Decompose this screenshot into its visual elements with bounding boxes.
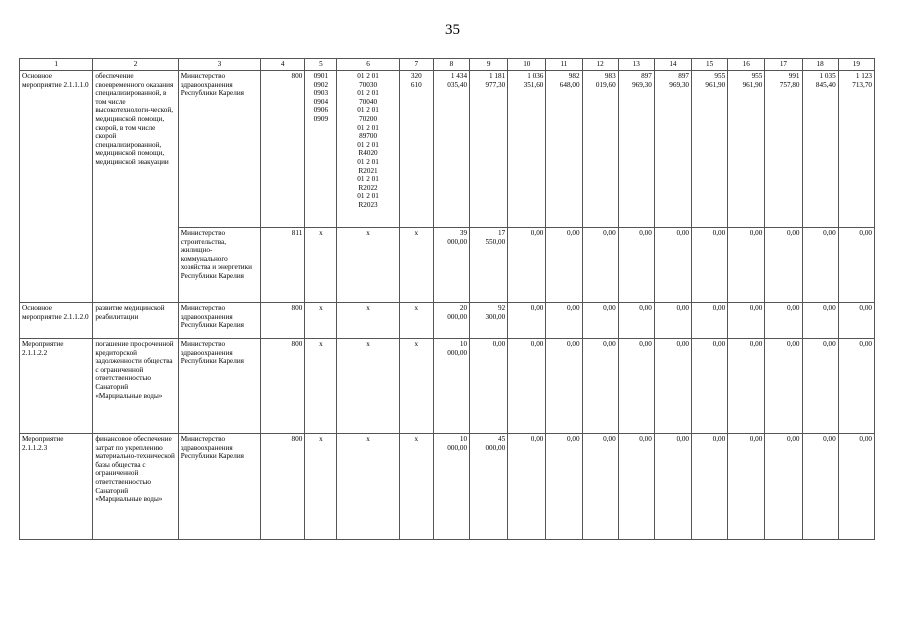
amount-cell: 39 000,00 (433, 228, 469, 303)
amount-cell: 0,00 (838, 228, 874, 303)
amount-cell: 0,00 (618, 434, 654, 540)
amount-cell: 0,00 (802, 434, 838, 540)
grbs-code: 800 (261, 339, 305, 434)
amount-cell: 0,00 (765, 303, 802, 339)
section-code: x (305, 228, 337, 303)
section-code: 0901 0902 0903 0904 0906 0909 (305, 71, 337, 228)
section-code: x (305, 339, 337, 434)
expense-type-code: x (399, 339, 433, 434)
column-header: 1 (20, 59, 93, 71)
target-article-code: 01 2 01 70030 01 2 01 70040 01 2 01 70200 01 2 01 89700 01 2 01 R4020 01 2 01 R2021 01 2 01 R2022 01 2 01 R2023 (337, 71, 399, 228)
amount-cell: 0,00 (802, 339, 838, 434)
amount-cell: 0,00 (546, 434, 582, 540)
header-row (20, 59, 875, 71)
amount-cell: 0,00 (728, 339, 765, 434)
amount-cell: 982 648,00 (546, 71, 582, 228)
amount-cell: 0,00 (546, 303, 582, 339)
amount-cell: 0,00 (582, 303, 618, 339)
amount-cell: 955 961,90 (692, 71, 728, 228)
column-header: 19 (838, 59, 874, 71)
grbs-code: 800 (261, 71, 305, 228)
amount-cell: 0,00 (654, 303, 691, 339)
amount-cell: 0,00 (618, 303, 654, 339)
amount-cell: 0,00 (582, 228, 618, 303)
column-header: 5 (305, 59, 337, 71)
amount-cell: 1 036 351,60 (508, 71, 546, 228)
amount-cell: 0,00 (654, 339, 691, 434)
grbs-code: 800 (261, 434, 305, 540)
column-header: 11 (546, 59, 582, 71)
amount-cell: 897 969,30 (618, 71, 654, 228)
amount-cell: 1 123 713,70 (838, 71, 874, 228)
amount-cell: 991 757,80 (765, 71, 802, 228)
amount-cell: 0,00 (618, 228, 654, 303)
amount-cell: 0,00 (838, 434, 874, 540)
responsible-executor: Министерство здравоохранения Республики Карелия (178, 339, 260, 434)
column-header: 14 (654, 59, 691, 71)
column-header: 4 (261, 59, 305, 71)
page-number: 35 (445, 22, 460, 38)
amount-cell: 0,00 (765, 339, 802, 434)
responsible-executor: Министерство здравоохранения Республики Карелия (178, 303, 260, 339)
amount-cell: 0,00 (692, 434, 728, 540)
amount-cell: 1 434 035,40 (433, 71, 469, 228)
expense-type-code: x (399, 434, 433, 540)
column-header: 9 (470, 59, 508, 71)
column-header: 6 (337, 59, 399, 71)
target-article-code: x (337, 303, 399, 339)
activity-description: финансовое обеспечение затрат по укреплению материально-технической базы общества с ограниченной ответственностью Санаторий «Марциальные воды» (93, 434, 178, 540)
responsible-executor: Министерство здравоохранения Республики Карелия (178, 434, 260, 540)
amount-cell: 897 969,30 (654, 71, 691, 228)
amount-cell: 0,00 (654, 434, 691, 540)
column-header: 2 (93, 59, 178, 71)
table-row (20, 339, 875, 434)
table-row (20, 303, 875, 339)
amount-cell: 92 300,00 (470, 303, 508, 339)
activity-code: Мероприятие 2.1.1.2.3 (20, 434, 93, 540)
amount-cell: 0,00 (508, 434, 546, 540)
column-header: 7 (399, 59, 433, 71)
responsible-executor: Министерство здравоохранения Республики Карелия (178, 71, 260, 228)
amount-cell: 0,00 (802, 303, 838, 339)
section-code: x (305, 303, 337, 339)
column-header: 10 (508, 59, 546, 71)
activity-description: погашение просроченной кредиторской задолженности общества с ограниченной ответственностью Санаторий «Марциальные воды» (93, 339, 178, 434)
amount-cell: 0,00 (546, 228, 582, 303)
amount-cell: 0,00 (728, 434, 765, 540)
activity-description: развитие медицинской реабилитации (93, 303, 178, 339)
column-header: 18 (802, 59, 838, 71)
expense-type-code: x (399, 303, 433, 339)
target-article-code: x (337, 228, 399, 303)
amount-cell: 0,00 (838, 303, 874, 339)
amount-cell: 0,00 (582, 339, 618, 434)
amount-cell: 1 035 845,40 (802, 71, 838, 228)
table-row (20, 434, 875, 540)
target-article-code: x (337, 434, 399, 540)
amount-cell: 0,00 (765, 434, 802, 540)
amount-cell: 0,00 (654, 228, 691, 303)
amount-cell: 0,00 (692, 228, 728, 303)
grbs-code: 800 (261, 303, 305, 339)
amount-cell: 0,00 (728, 228, 765, 303)
amount-cell: 0,00 (618, 339, 654, 434)
amount-cell: 10 000,00 (433, 434, 469, 540)
amount-cell: 0,00 (508, 339, 546, 434)
column-header: 3 (178, 59, 260, 71)
amount-cell: 17 550,00 (470, 228, 508, 303)
amount-cell: 0,00 (508, 228, 546, 303)
column-header: 8 (433, 59, 469, 71)
table-row (20, 71, 875, 228)
target-article-code: x (337, 339, 399, 434)
amount-cell: 955 961,90 (728, 71, 765, 228)
activity-code: Основное мероприятие 2.1.1.1.0 (20, 71, 93, 303)
amount-cell: 1 181 977,30 (470, 71, 508, 228)
column-header: 17 (765, 59, 802, 71)
amount-cell: 983 019,60 (582, 71, 618, 228)
column-header: 16 (728, 59, 765, 71)
activity-code: Мероприятие 2.1.1.2.2 (20, 339, 93, 434)
amount-cell: 0,00 (692, 303, 728, 339)
activity-description: обеспечение своевременного оказания специализированной, в том числе высокотехнологи-ческой, медицинской помощи, скорой, в том числе скорой специализированной, медицинской помощи, медицинской эвакуации (93, 71, 178, 303)
column-header: 15 (692, 59, 728, 71)
amount-cell: 0,00 (838, 339, 874, 434)
activity-code: Основное мероприятие 2.1.1.2.0 (20, 303, 93, 339)
amount-cell: 0,00 (508, 303, 546, 339)
grbs-code: 811 (261, 228, 305, 303)
amount-cell: 0,00 (728, 303, 765, 339)
amount-cell: 0,00 (802, 228, 838, 303)
column-header: 12 (582, 59, 618, 71)
amount-cell: 0,00 (582, 434, 618, 540)
column-header: 13 (618, 59, 654, 71)
section-code: x (305, 434, 337, 540)
budget-table (19, 58, 875, 540)
amount-cell: 10 000,00 (433, 339, 469, 434)
responsible-executor: Министерство строительства, жилищно-коммунального хозяйства и энергетики Республики Карелия (178, 228, 260, 303)
amount-cell: 20 000,00 (433, 303, 469, 339)
amount-cell: 45 000,00 (470, 434, 508, 540)
expense-type-code: x (399, 228, 433, 303)
amount-cell: 0,00 (765, 228, 802, 303)
expense-type-code: 320 610 (399, 71, 433, 228)
amount-cell: 0,00 (692, 339, 728, 434)
amount-cell: 0,00 (546, 339, 582, 434)
amount-cell: 0,00 (470, 339, 508, 434)
